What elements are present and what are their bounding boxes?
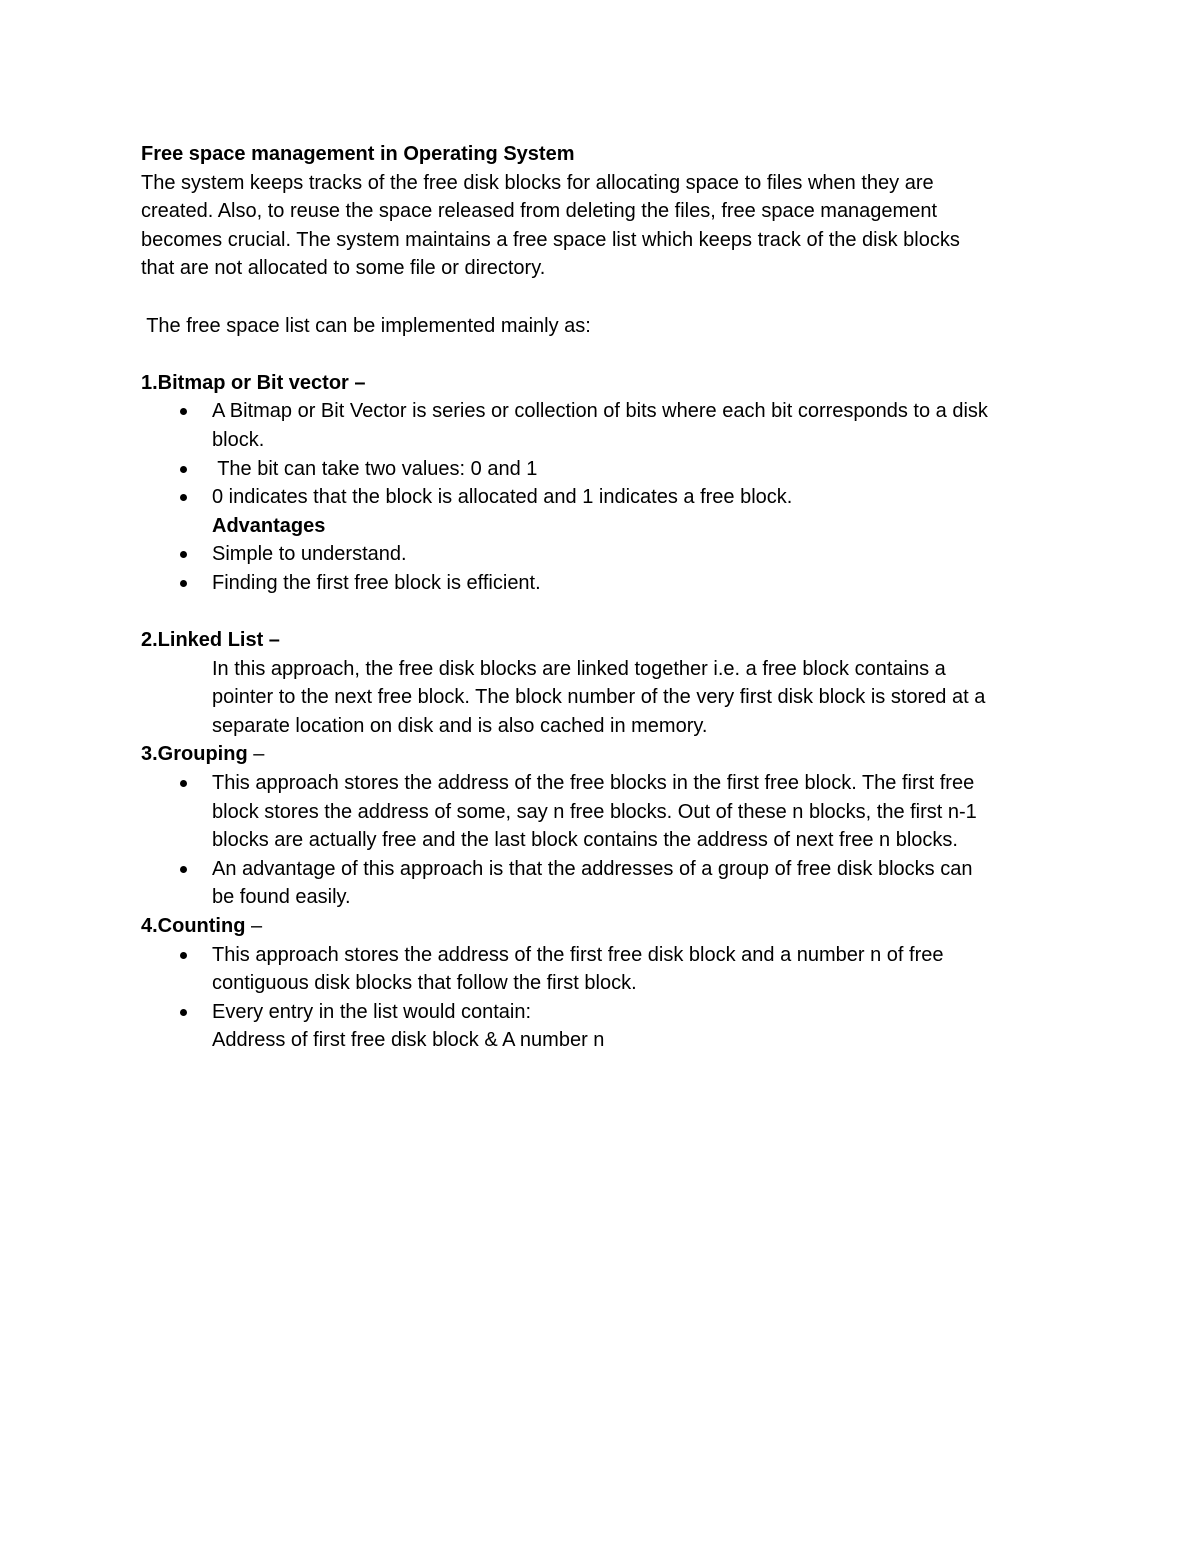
list-item-text: Finding the first free block is efficient. — [212, 571, 541, 594]
list-item — [141, 941, 1056, 998]
bullet-icon — [180, 1009, 187, 1016]
list-item-text: A Bitmap or Bit Vector is series or collection of bits where each bit corresponds to a disk — [212, 400, 988, 423]
document-body — [141, 140, 1056, 1055]
bullet-icon — [180, 408, 187, 415]
paragraph-line: separate location on disk and is also cached in memory. — [212, 714, 708, 737]
list-item — [141, 540, 1056, 569]
spacer — [141, 598, 1056, 627]
section-heading — [141, 740, 1056, 769]
advantages-heading: Advantages — [212, 514, 326, 537]
bullet-icon — [180, 866, 187, 873]
spacer — [141, 340, 1056, 369]
list-item-text: block stores the address of some, say n free blocks. Out of these n blocks, the first n-1 — [212, 800, 977, 823]
bullet-icon — [180, 494, 187, 501]
section-heading: 1.Bitmap or Bit vector – — [141, 371, 366, 394]
list-item — [141, 483, 1056, 512]
spacer — [141, 283, 1056, 312]
list-item — [141, 397, 1056, 454]
section-heading-bold: 3.Grouping — [141, 743, 248, 766]
section-heading-bold: 4.Counting — [141, 915, 246, 938]
list-item-text: 0 indicates that the block is allocated and 1 indicates a free block. — [212, 486, 793, 509]
list-item — [141, 769, 1056, 855]
lead-sentence: The free space list can be implemented mainly as: — [141, 314, 591, 337]
list-item-text: blocks are actually free and the last block contains the address of next free n blocks. — [212, 829, 958, 852]
intro-line: becomes crucial. The system maintains a free space list which keeps track of the disk blocks — [141, 228, 960, 251]
list-item — [141, 855, 1056, 912]
intro-line: that are not allocated to some file or directory. — [141, 257, 546, 280]
section-counting — [141, 912, 1056, 1055]
list-item-text: contiguous disk blocks that follow the first block. — [212, 972, 637, 995]
list-item-text: Address of first free disk block & A number n — [212, 1029, 605, 1052]
section-heading: 2.Linked List – — [141, 629, 280, 652]
list-item — [141, 455, 1056, 484]
bullet-icon — [180, 580, 187, 587]
list-item-text: Simple to understand. — [212, 543, 407, 566]
section-heading — [141, 912, 1056, 941]
list-item — [141, 998, 1056, 1055]
bullet-icon — [180, 952, 187, 959]
bullet-icon — [180, 551, 187, 558]
intro-line: created. Also, to reuse the space released from deleting the files, free space management — [141, 200, 938, 223]
list-item-text: be found easily. — [212, 886, 351, 909]
list-item-text: This approach stores the address of the first free disk block and a number n of free — [212, 943, 944, 966]
list-item-text: The bit can take two values: 0 and 1 — [212, 457, 538, 480]
bullet-icon — [180, 466, 187, 473]
list-item-text: Every entry in the list would contain: — [212, 1000, 532, 1023]
document-title: Free space management in Operating System — [141, 143, 575, 165]
intro-paragraph — [141, 169, 1056, 283]
intro-line: The system keeps tracks of the free disk blocks for allocating space to files when they are — [141, 171, 934, 194]
section-paragraph — [141, 655, 1056, 741]
list-item — [141, 569, 1056, 598]
paragraph-line: pointer to the next free block. The block number of the very first disk block is stored at a — [212, 686, 986, 709]
section-heading-dash: – — [247, 743, 265, 766]
section-bitmap — [141, 369, 1056, 598]
bullet-icon — [180, 780, 187, 787]
paragraph-line: In this approach, the free disk blocks are linked together i.e. a free block contains a — [212, 657, 946, 680]
list-item-text: block. — [212, 428, 265, 451]
section-linked-list — [141, 626, 1056, 740]
list-item-text: An advantage of this approach is that the addresses of a group of free disk blocks can — [212, 857, 973, 880]
advantages-heading-row — [141, 512, 1056, 541]
section-grouping — [141, 740, 1056, 912]
list-item-text: This approach stores the address of the free blocks in the first free block. The first free — [212, 772, 975, 795]
section-heading-dash: – — [245, 915, 263, 938]
